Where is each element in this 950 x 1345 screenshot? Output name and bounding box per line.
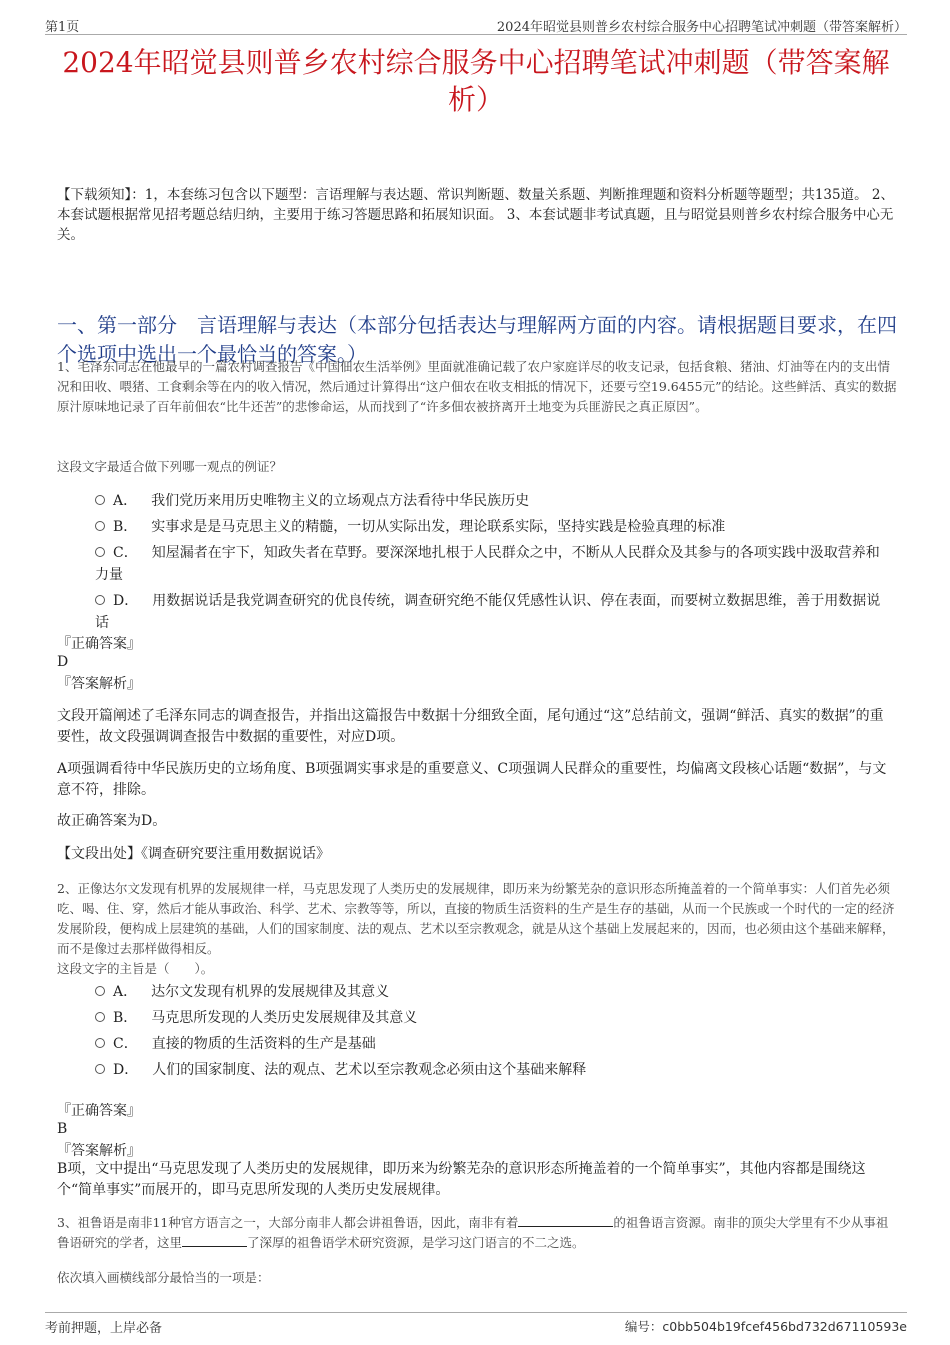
q1-analysis-paragraph: A项强调看待中华民族历史的立场角度、B项强调实事求是的重要意义、C项强调人民群众的重要性，均偏离文段核心话题“数据”，与文意不符，排除。 bbox=[57, 761, 887, 798]
page-header bbox=[45, 14, 907, 35]
q2-analysis-label: 『答案解析』 bbox=[57, 1143, 141, 1159]
q1-analysis-paragraph: 文段开篇阐述了毛泽东同志的调查报告，并指出这篇报告中数据十分细致全面，尾句通过“这”总结前文，强调“鲜活、真实的数据”的重要性，故文段强调调查报告中数据的重要性，对应D项。 bbox=[57, 708, 884, 745]
question-2-stem: 2、正像达尔文发现有机界的发展规律一样，马克思发现了人类历史的发展规律，即历来为纷繁芜杂的意识形态所掩盖着的一个简单事实：人们首先必须吃、喝、住、穿，然后才能从事政治、科学、艺术、宗教等等，所以，直接的物质生活资料的生产是生存的基础，从而一个民族或一个时代的一定的经济发展阶段，便构成上层建筑的基础，人们的国家制度、法的观点、艺术以至宗教观念，就是从这个基础上发展起来的，因而，也必须由这个基础来解释，而不是像过去那样做得相反。 bbox=[57, 881, 895, 956]
radio-icon[interactable] bbox=[95, 1012, 105, 1022]
q2-option-d[interactable]: D． 人们的国家制度、法的观点、艺术以至宗教观念必须由这个基础来解释 bbox=[95, 1059, 890, 1081]
page-number: 第1页 bbox=[45, 20, 80, 35]
radio-icon[interactable] bbox=[95, 1064, 105, 1074]
question-3-stem: 3、祖鲁语是南非11种官方语言之一，大部分南非人都会讲祖鲁语，因此，南非有着 的祖鲁语言资源。南非的顶尖大学里有不少从事祖鲁语研究的学者，这里 了深厚的祖鲁语学术研究资源，是学习这门语言的不二之选。 bbox=[57, 1215, 889, 1250]
footer-slogan: 考前押题，上岸必备 bbox=[45, 1321, 163, 1336]
q1-option-b[interactable]: B． 实事求是是马克思主义的精髓，一切从实际出发，理论联系实际，坚持实践是检验真理的标准 bbox=[95, 516, 890, 538]
footer-doc-id: 编号：c0bb504b19fcef456bd732d67110593e bbox=[624, 1319, 907, 1334]
radio-icon[interactable] bbox=[95, 1038, 105, 1048]
question-1-options bbox=[95, 490, 890, 638]
document-title: 2024年昭觉县则普乡农村综合服务中心招聘笔试冲刺题（带答案解析） bbox=[62, 46, 890, 116]
download-notice: 【下载须知】：1，本套练习包含以下题型：言语理解与表达题、常识判断题、数量关系题、判断推理题和资料分析题等题型；共135道。 2、本套试题根据常见招考题总结归纳，主要用于练习答题思路和拓展知识面。 3、本套试题非考试真题，且与昭觉县则普乡农村综合服务中心无关。 bbox=[57, 187, 894, 243]
q1-answer-label: 『正确答案』 bbox=[57, 636, 141, 652]
q2-analysis-paragraph: B项，文中提出“马克思发现了人类历史的发展规律，即历来为纷繁芜杂的意识形态所掩盖着的一个简单事实”，其他内容都是围绕这个“简单事实”而展开的，即马克思所发现的人类历史发展规律。 bbox=[57, 1161, 866, 1198]
question-1-prompt: 这段文字最适合做下列哪一观点的例证？ bbox=[57, 459, 283, 474]
q1-option-a[interactable]: A． 我们党历来用历史唯物主义的立场观点方法看待中华民族历史 bbox=[95, 490, 890, 512]
radio-icon[interactable] bbox=[95, 495, 105, 505]
q2-option-b[interactable]: B． 马克思所发现的人类历史发展规律及其意义 bbox=[95, 1007, 890, 1029]
q2-answer: B bbox=[57, 1121, 68, 1137]
radio-icon[interactable] bbox=[95, 547, 105, 557]
question-2-options bbox=[95, 981, 890, 1085]
question-3-prompt: 依次填入画横线部分最恰当的一项是： bbox=[57, 1270, 270, 1285]
q1-analysis-paragraph: 故正确答案为D。 bbox=[57, 813, 167, 829]
radio-icon[interactable] bbox=[95, 521, 105, 531]
q2-answer-label: 『正确答案』 bbox=[57, 1103, 141, 1119]
q1-source: 【文段出处】《调查研究要注重用数据说话》 bbox=[57, 846, 330, 862]
q1-option-d[interactable]: D． 用数据说话是我党调查研究的优良传统，调查研究绝不能仅凭感性认识、停在表面，而要树立数据思维，善于用数据说话 bbox=[95, 593, 881, 631]
q2-option-a[interactable]: A． 达尔文发现有机界的发展规律及其意义 bbox=[95, 981, 890, 1003]
fill-blank-2[interactable] bbox=[182, 1233, 247, 1247]
question-1-stem: 1、毛泽东同志在他最早的一篇农村调查报告《中国佃农生活举例》里面就准确记载了农户家庭详尽的收支记录，包括食粮、猪油、灯油等在内的支出情况和田收、喂猪、工食剩余等在内的收入情况，然后通过计算得出“这户佃农在收支相抵的情况下，还要亏空19.6455元”的结论。这些鲜活、真实的数据原汁原味地记录了百年前佃农“比牛还苦”的悲惨命运，从而找到了“许多佃农被挤离开土地变为兵匪游民之真正原因”。 bbox=[57, 359, 897, 414]
q1-option-c[interactable]: C． 知屋漏者在宇下，知政失者在草野。要深深地扎根于人民群众之中，不断从人民群众及其参与的各项实践中汲取营养和力量 bbox=[95, 545, 880, 583]
question-2-prompt: 这段文字的主旨是（ ）。 bbox=[57, 961, 214, 976]
q2-option-c[interactable]: C． 直接的物质的生活资料的生产是基础 bbox=[95, 1033, 890, 1055]
q1-analysis-label: 『答案解析』 bbox=[57, 676, 141, 692]
radio-icon[interactable] bbox=[95, 595, 105, 605]
page-footer bbox=[45, 1312, 907, 1337]
fill-blank-1[interactable] bbox=[518, 1213, 613, 1227]
q1-answer: D bbox=[57, 654, 69, 670]
radio-icon[interactable] bbox=[95, 986, 105, 996]
header-doc-title: 2024年昭觉县则普乡农村综合服务中心招聘笔试冲刺题（带答案解析） bbox=[496, 20, 907, 35]
section-title: 一、第一部分 言语理解与表达（本部分包括表达与理解两方面的内容。请根据题目要求，在四个选项中选出一个最恰当的答案。） bbox=[57, 313, 897, 366]
